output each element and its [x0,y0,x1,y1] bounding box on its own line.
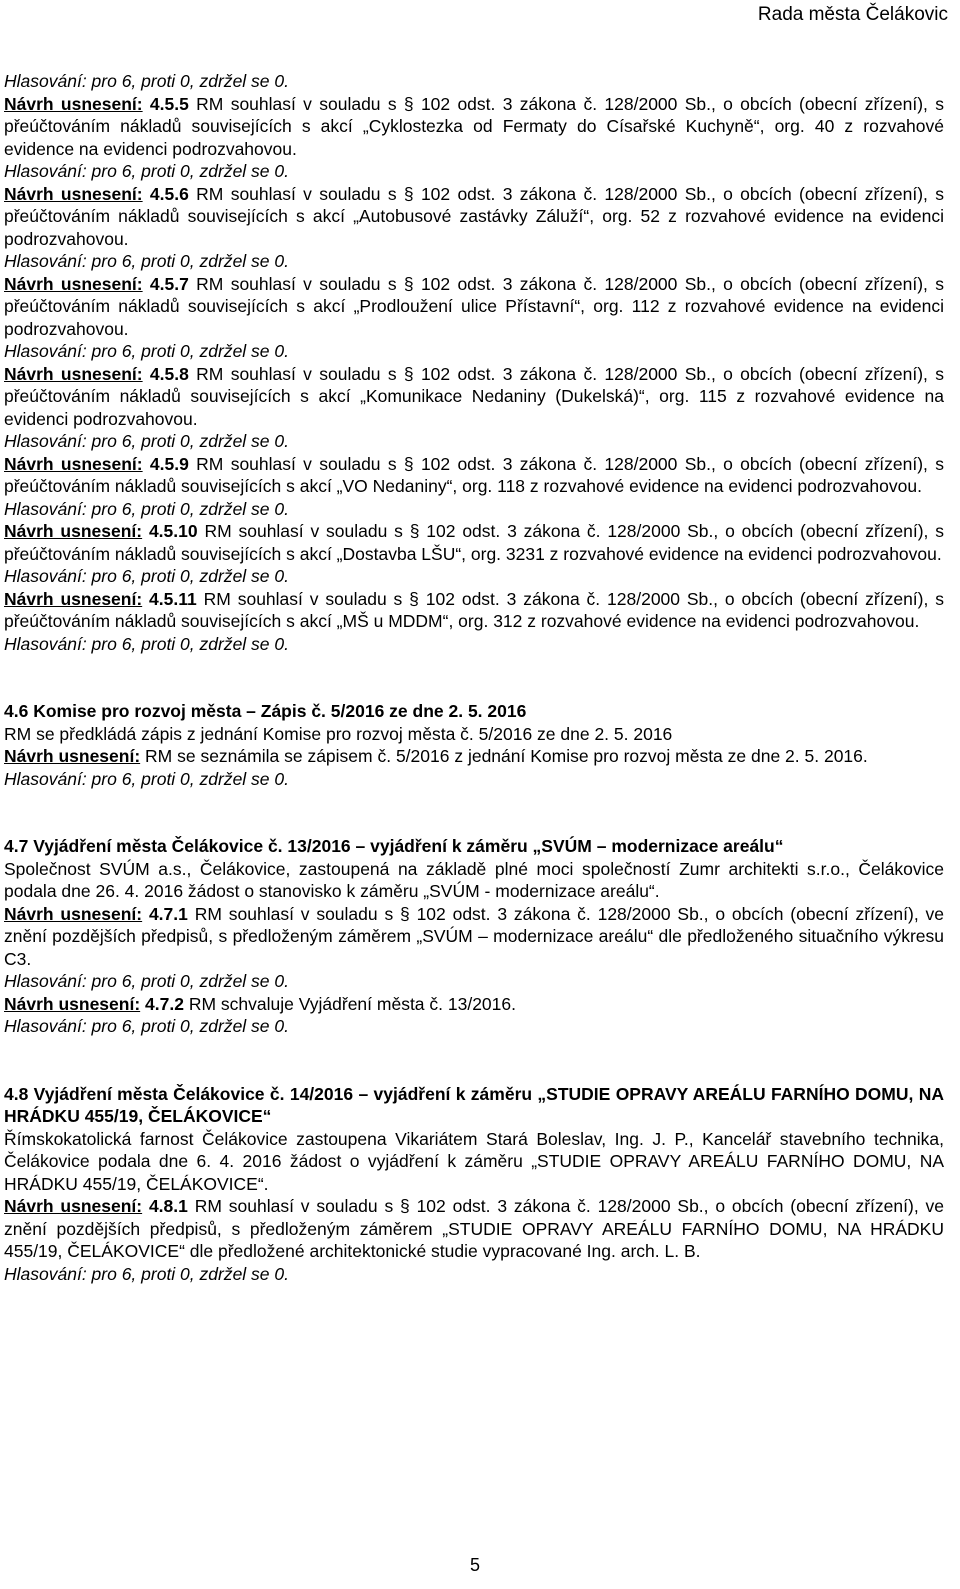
resolution-number: 4.7.1 [148,903,188,924]
resolution-4-5-5 [4,93,944,161]
resolution-label: Návrh usnesení: [4,903,143,924]
resolution-text: RM souhlasí v souladu s § 102 odst. 3 zákona č. 128/2000 Sb., o obcích (obecní zřízení), ve znění pozdějších předpisů, s předloženým záměrem „STUDIE OPRAVY AREÁLU FARNÍHO DOMU, NA HRÁDKU 455/19, ČELÁKOVICE“ dle předložené architektonické studie vypracované Ing. arch. L. B. [4,1196,944,1261]
vote-line: Hlasování: pro 6, proti 0, zdržel se 0. [4,1016,289,1036]
vote-line: Hlasování: pro 6, proti 0, zdržel se 0. [4,633,289,654]
section-spacer [4,1038,944,1083]
resolution-label: Návrh usnesení: [4,363,143,384]
resolution-label: Návrh usnesení: [4,93,143,114]
section-body-4-6: RM se předkládá zápis z jednání Komise pro rozvoj města č. 5/2016 ze dne 2. 5. 2016 [4,723,673,744]
resolution-number: 4.5.10 [148,521,198,541]
resolution-text: RM souhlasí v souladu s § 102 odst. 3 zákona č. 128/2000 Sb., o obcích (obecní zřízení), s přeúčtováním nákladů souvisejících s akcí „Cyklostezka od Fermaty do Císařské Kuchyně“, org. 40 z rozvahové evidence na evidenci podrozvahovou. [4,93,944,159]
vote-line: Hlasování: pro 6, proti 0, zdržel se 0. [4,431,289,451]
resolution-number: 4.5.7 [149,273,189,294]
resolution-4-5-6 [4,183,944,251]
vote-line: Hlasování: pro 6, proti 0, zdržel se 0. [4,71,289,91]
resolution-4-7-2 [4,993,944,1016]
resolution-4-5-7 [4,273,944,341]
resolution-label: Návrh usnesení: [4,746,141,766]
resolution-4-5-8 [4,363,944,431]
resolution-number: 4.8.1 [148,1196,188,1216]
resolution-4-7-1 [4,903,944,971]
vote-line: Hlasování: pro 6, proti 0, zdržel se 0. [4,341,289,361]
vote-line: Hlasování: pro 6, proti 0, zdržel se 0. [4,251,289,271]
resolution-label: Návrh usnesení: [4,588,143,609]
resolution-text: RM se seznámila se zápisem č. 5/2016 z jednání Komise pro rozvoj města ze dne 2. 5. 2016. [145,746,868,766]
section-spacer [4,790,944,835]
section-heading-4-6: 4.6 Komise pro rozvoj města – Zápis č. 5/2016 ze dne 2. 5. 2016 [4,701,527,721]
page-number: 5 [469,1555,480,1575]
resolution-text: RM souhlasí v souladu s § 102 odst. 3 zákona č. 128/2000 Sb., o obcích (obecní zřízení), s přeúčtováním nákladů souvisejících s akcí „Dostavba LŠU“, org. 3231 z rozvahové evidence na evidenci podrozvahovou. [4,521,944,564]
resolution-label: Návrh usnesení: [4,453,143,474]
resolution-4-5-10 [4,520,944,565]
resolution-label: Návrh usnesení: [4,183,143,204]
resolution-text: RM souhlasí v souladu s § 102 odst. 3 zákona č. 128/2000 Sb., o obcích (obecní zřízení), s přeúčtováním nákladů souvisejících s akcí „Komunikace Nedaniny (Dukelská)“, org. 115 z rozvahové evidence na evidenci podrozvahovou. [4,363,944,429]
vote-line: Hlasování: pro 6, proti 0, zdržel se 0. [4,1263,289,1284]
section-body-4-8: Římskokatolická farnost Čelákovice zastoupena Vikariátem Stará Boleslav, Ing. J. P., Kancelář stavebního technika, Čelákovice podala dne 6. 4. 2016 žádost o vyjádření k záměru „STUDIE OPRAVY AREÁLU FARNÍHO DOMU, NA HRÁDKU 455/19, ČELÁKOVICE“. [4,1128,944,1194]
section-heading-4-8: 4.8 Vyjádření města Čelákovice č. 14/2016 – vyjádření k záměru „STUDIE OPRAVY AREÁLU FARNÍHO DOMU, NA HRÁDKU 455/19, ČELÁKOVICE“ [4,1083,944,1126]
vote-line: Hlasování: pro 6, proti 0, zdržel se 0. [4,971,289,991]
resolution-text: RM souhlasí v souladu s § 102 odst. 3 zákona č. 128/2000 Sb., o obcích (obecní zřízení), s přeúčtováním nákladů souvisejících s akcí „VO Nedaniny“, org. 118 z rozvahové evidence na evidenci podrozvahovou. [4,453,944,496]
resolution-label: Návrh usnesení: [4,273,143,294]
resolution-number: 4.5.8 [149,363,189,384]
resolution-text: RM souhlasí v souladu s § 102 odst. 3 zákona č. 128/2000 Sb., o obcích (obecní zřízení), s přeúčtováním nákladů souvisejících s akcí „MŠ u MDDM“, org. 312 z rozvahové evidence na evidenci podrozvahovou. [4,588,944,631]
resolution-label: Návrh usnesení: [4,1196,143,1216]
resolution-number: 4.5.5 [149,93,189,114]
page-header-title: Rada města Čelákovic [757,4,948,25]
section-heading-4-7: 4.7 Vyjádření města Čelákovice č. 13/2016 – vyjádření k záměru „SVÚM – modernizace areálu“ [4,836,784,856]
vote-line: Hlasování: pro 6, proti 0, zdržel se 0. [4,498,289,519]
vote-line: Hlasování: pro 6, proti 0, zdržel se 0. [4,768,289,789]
resolution-4-8-1 [4,1195,944,1263]
vote-line: Hlasování: pro 6, proti 0, zdržel se 0. [4,566,289,586]
resolution-text: RM schvaluje Vyjádření města č. 13/2016. [188,993,516,1014]
resolution-number: 4.5.9 [149,453,189,474]
section-body-4-7: Společnost SVÚM a.s., Čelákovice, zastoupená na základě plné moci společností Zumr architekti s.r.o., Čelákovice podala dne 26. 4. 2016 žádost o stanovisko k záměru „SVÚM - modernizace areálu“. [4,858,944,901]
resolution-text: RM souhlasí v souladu s § 102 odst. 3 zákona č. 128/2000 Sb., o obcích (obecní zřízení), ve znění pozdějších předpisů, s předloženým záměrem „SVÚM – modernizace areálu“ dle předloženého situačního výkresu C3. [4,903,944,969]
resolution-number: 4.7.2 [145,993,184,1014]
resolution-text: RM souhlasí v souladu s § 102 odst. 3 zákona č. 128/2000 Sb., o obcích (obecní zřízení), s přeúčtováním nákladů souvisejících s akcí „Prodloužení ulice Přístavní“, org. 112 z rozvahové evidence na evidenci podrozvahovou. [4,273,944,339]
resolution-label: Návrh usnesení: [4,993,141,1014]
section-spacer [4,655,944,700]
vote-line: Hlasování: pro 6, proti 0, zdržel se 0. [4,161,289,181]
resolution-4-5-11 [4,588,944,633]
resolution-text: RM souhlasí v souladu s § 102 odst. 3 zákona č. 128/2000 Sb., o obcích (obecní zřízení), s přeúčtováním nákladů souvisejících s akcí „Autobusové zastávky Záluží“, org. 52 z rozvahové evidence na evidenci podrozvahovou. [4,183,944,249]
resolution-number: 4.5.6 [149,183,189,204]
resolution-4-5-9 [4,453,944,498]
document-body [4,70,944,1285]
resolution-label: Návrh usnesení: [4,521,143,541]
resolution-number: 4.5.11 [149,588,197,609]
resolution-4-6 [4,745,944,768]
